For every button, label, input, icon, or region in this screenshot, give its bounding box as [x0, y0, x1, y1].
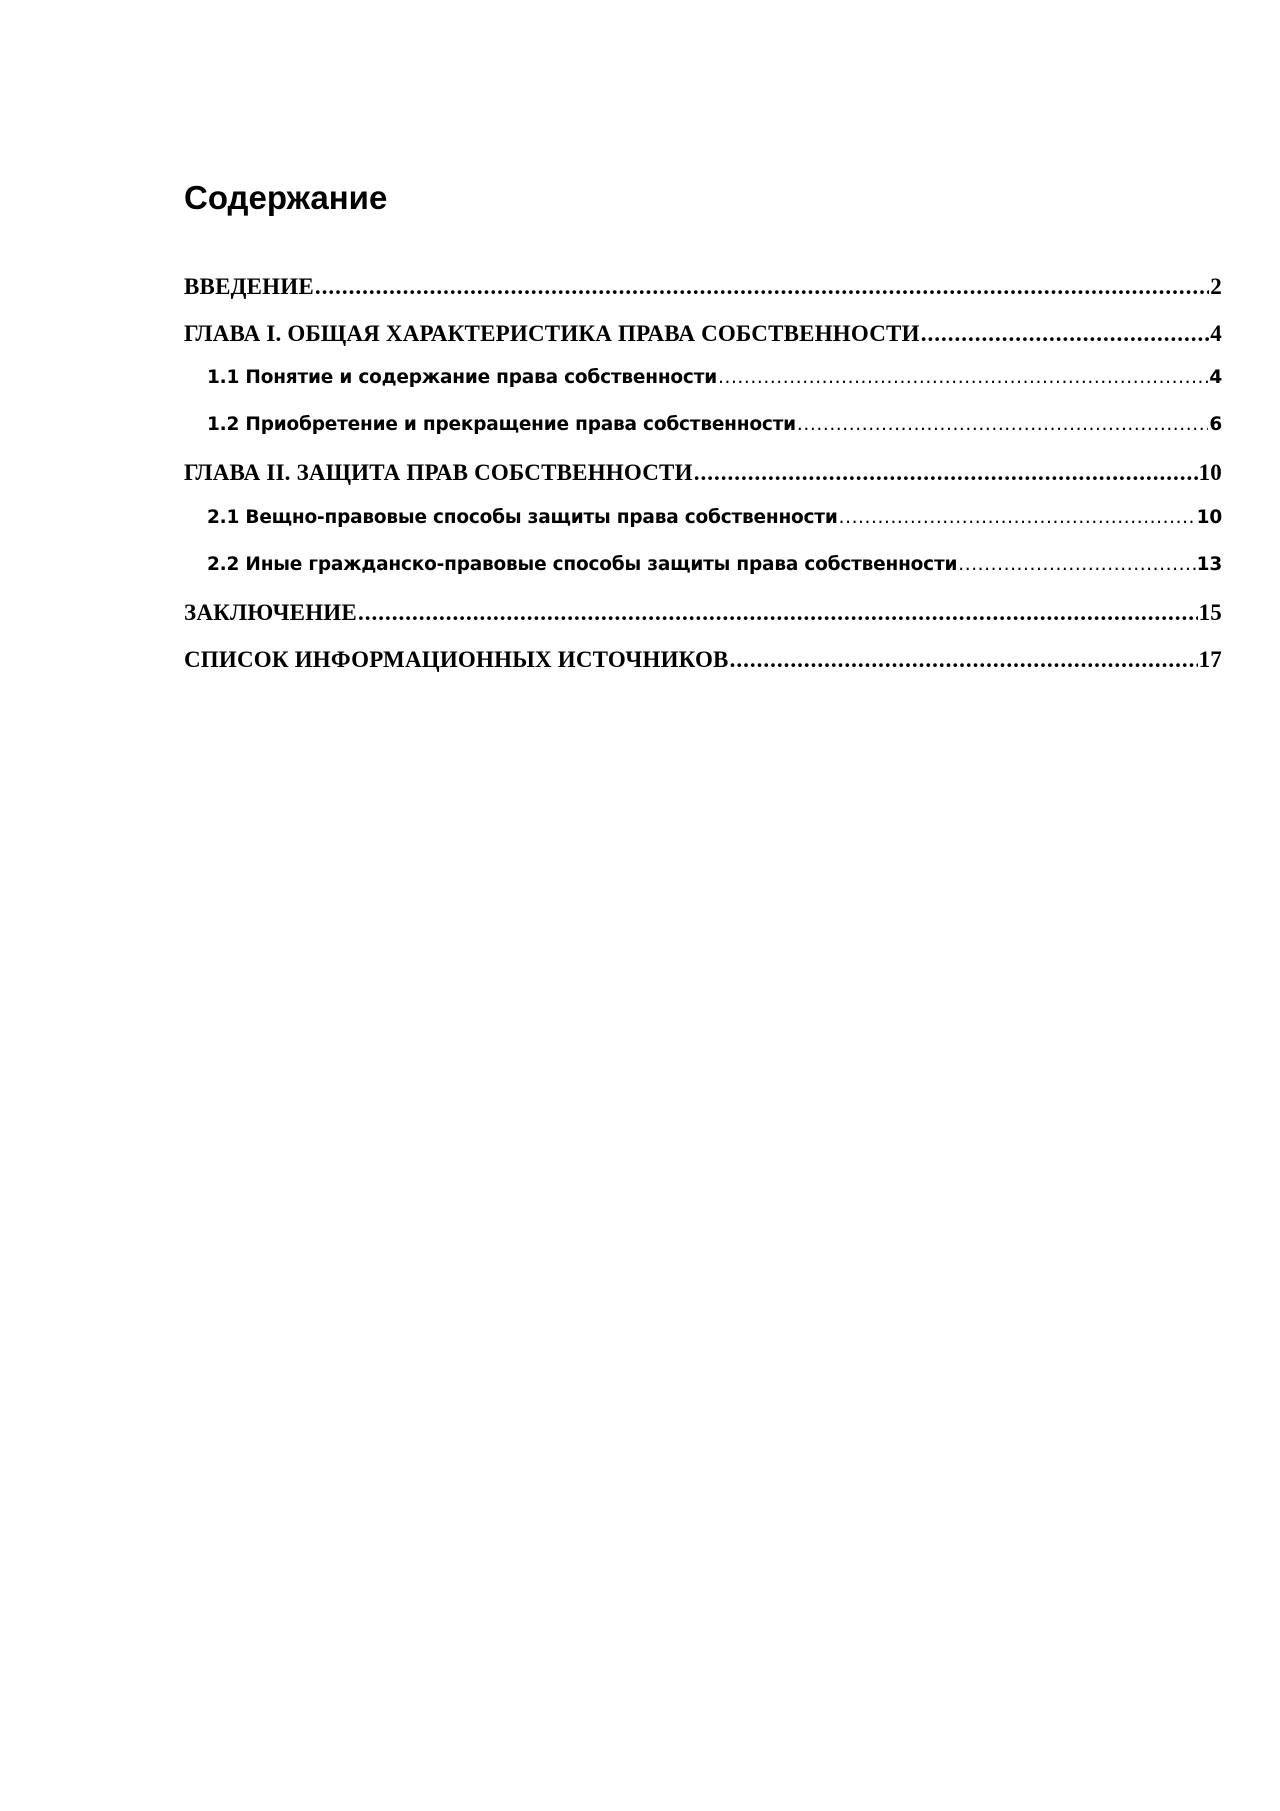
toc-entry-section-2-2[interactable] [184, 554, 1222, 601]
toc-dot-leader [730, 647, 1198, 673]
toc-entry-label: 1.2 Приобретение и прекращение права собственности [207, 413, 796, 435]
toc-entry-section-2-1[interactable] [184, 507, 1222, 554]
toc-entry-label: 1.1 Понятие и содержание права собственности [207, 367, 717, 389]
toc-page-number: 4 [1210, 320, 1222, 346]
toc-entry-label: ГЛАВА I. ОБЩАЯ ХАРАКТЕРИСТИКА ПРАВА СОБСТВЕННОСТИ [184, 320, 920, 346]
toc-dot-leader [921, 321, 1210, 347]
toc-entry-chapter-2[interactable] [184, 460, 1222, 507]
toc-page-number: 10 [1198, 460, 1222, 486]
toc-dot-leader [718, 367, 1208, 388]
toc-page-number: 10 [1196, 506, 1222, 528]
toc-entry-label: 2.2 Иные гражданско-правовые способы защиты права собственности [207, 553, 958, 575]
toc-page-number: 13 [1196, 553, 1222, 575]
toc-dot-leader [958, 554, 1195, 575]
toc-entry-label: ВВЕДЕНИЕ [184, 274, 314, 299]
toc-dot-leader [694, 460, 1198, 486]
toc-entry-section-1-2[interactable] [184, 414, 1222, 461]
toc-entry-label: ЗАКЛЮЧЕНИЕ [184, 600, 357, 626]
toc-page-number: 2 [1210, 274, 1222, 299]
toc-title: Содержание [184, 179, 388, 216]
toc-list [184, 274, 1222, 693]
toc-entry-introduction[interactable] [184, 274, 1222, 321]
toc-page-number: 17 [1198, 646, 1222, 672]
toc-dot-leader [839, 507, 1196, 528]
table-of-contents [184, 178, 1222, 672]
toc-entry-label: СПИСОК ИНФОРМАЦИОННЫХ ИСТОЧНИКОВ [184, 646, 729, 672]
toc-entry-label: 2.1 Вещно-правовые способы защиты права собственности [207, 506, 838, 528]
toc-entry-references[interactable] [184, 647, 1222, 694]
toc-entry-section-1-1[interactable] [184, 367, 1222, 414]
toc-entry-conclusion[interactable] [184, 600, 1222, 647]
toc-dot-leader [315, 274, 1209, 300]
toc-page-number: 15 [1198, 600, 1222, 626]
toc-dot-leader [797, 414, 1208, 435]
toc-page-number: 4 [1209, 367, 1222, 389]
toc-entry-chapter-1[interactable] [184, 321, 1222, 368]
toc-page-number: 6 [1209, 413, 1222, 435]
toc-entry-label: ГЛАВА II. ЗАЩИТА ПРАВ СОБСТВЕННОСТИ [184, 460, 693, 486]
toc-dot-leader [358, 600, 1198, 626]
